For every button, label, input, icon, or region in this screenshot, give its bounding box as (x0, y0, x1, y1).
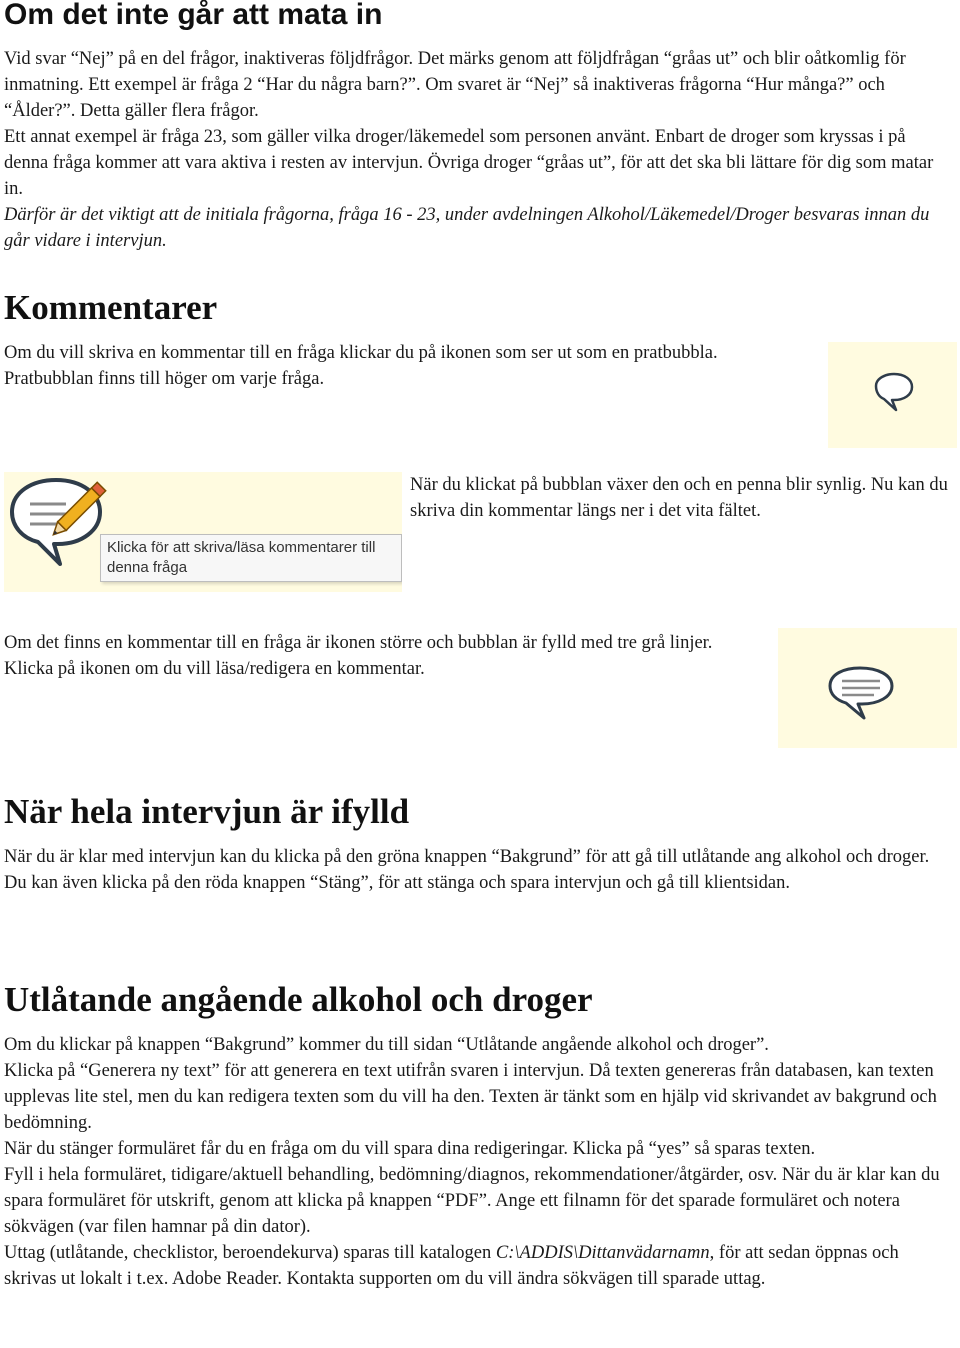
paragraph: När du klickat på bubblan växer den och en penna blir synlig. Nu kan du skriva din kommentar längs ner i det vita fältet. (410, 475, 948, 521)
paragraph: Ett annat exempel är fråga 23, som gäller vilka droger/läkemedel som personen använt. Enbart de droger som kryssas i på denna fråga kommer att vara aktiva i resten av intervjun. Övriga droger “gråas ut”, för att det ska bli lättare för dig som matar in. (4, 127, 934, 199)
heading-kommentarer: Kommentarer (4, 288, 218, 327)
section3-body (4, 844, 952, 896)
heading-utlatande: Utlåtande angående alkohol och droger (4, 980, 593, 1019)
section1-body (4, 46, 952, 254)
paragraph: Om du klickar på knappen “Bakgrund” kommer du till sidan “Utlåtande angående alkohol och droger”. (4, 1035, 769, 1055)
heading-intervju-ifylld: När hela intervjun är ifylld (4, 792, 410, 831)
speech-bubble-lines-icon (778, 628, 957, 748)
paragraph-emphasis: Därför är det viktigt att de initiala frågorna, fråga 16 - 23, under avdelningen Alkohol/Läkemedel/Droger besvaras innan du går vidare i intervjun. (4, 205, 930, 251)
pencil-bubble-image (4, 472, 402, 592)
filled-bubble-image (778, 628, 957, 748)
small-bubble-image (828, 342, 957, 448)
section4-body (4, 1032, 952, 1292)
paragraph: Fyll i hela formuläret, tidigare/aktuell behandling, bedömning/diagnos, rekommendationer/åtgärder, osv. När du är klar kan du spara formuläret för utskrift, genom att klicka på knappen “PDF”. Ange ett filnamn för det sparade formuläret och notera sökvägen (var filen hamnar på din dator). (4, 1165, 940, 1237)
text-span: Uttag (utlåtande, checklistor, beroendekurva) sparas till katalogen (4, 1243, 496, 1263)
section2-intro (4, 340, 794, 392)
paragraph: När du är klar med intervjun kan du klicka på den gröna knappen “Bakgrund” för att gå till utlåtande ang alkohol och droger. Du kan även klicka på den röda knappen “Stäng”, för att stänga och spara intervjun och gå till klientsidan. (4, 847, 930, 893)
paragraph (4, 1240, 952, 1292)
comment-tooltip: Klicka för att skriva/läsa kommentarer till denna fråga (100, 534, 402, 582)
section2-expanded-text (410, 472, 958, 524)
paragraph: När du stänger formuläret får du en fråga om du vill spara dina redigeringar. Klicka på “yes” så sparas texten. (4, 1139, 816, 1159)
paragraph: Klicka på “Generera ny text” för att generera en text utifrån svaren i intervjun. Då texten genereras från databasen, kan texten upplevas lite stel, men du kan redigera texten som du vill ha den. Texten är tänkt som en hjälp vid skrivandet av bakgrund och bedömning. (4, 1061, 937, 1133)
text-span: , för att sedan öppnas och skrivas ut lokalt i t.ex. Adobe Reader. Kontakta supporten om du vill ändra sökvägen till sparade uttag. (4, 1243, 899, 1289)
file-path: C:\ADDIS\Dittanvädarnamn (495, 1243, 710, 1263)
speech-bubble-icon (828, 342, 957, 448)
section2-filled-text (4, 630, 764, 682)
paragraph: Om du vill skriva en kommentar till en fråga klickar du på ikonen som ser ut som en pratbubbla. Pratbubblan finns till höger om varje fråga. (4, 343, 718, 389)
paragraph: Om det finns en kommentar till en fråga är ikonen större och bubblan är fylld med tre grå linjer. Klicka på ikonen om du vill läsa/redigera en kommentar. (4, 633, 713, 679)
heading-inte-mata-in: Om det inte går att mata in (4, 0, 383, 31)
paragraph: Vid svar “Nej” på en del frågor, inaktiveras följdfrågor. Det märks genom att följdfrågan “gråas ut” och blir oåtkomlig för inmatning. Ett exempel är fråga 2 “Har du några barn?”. Om svaret är “Nej” så inaktiveras frågorna “Hur många?” och “Ålder?”. Detta gäller flera frågor. (4, 49, 906, 121)
